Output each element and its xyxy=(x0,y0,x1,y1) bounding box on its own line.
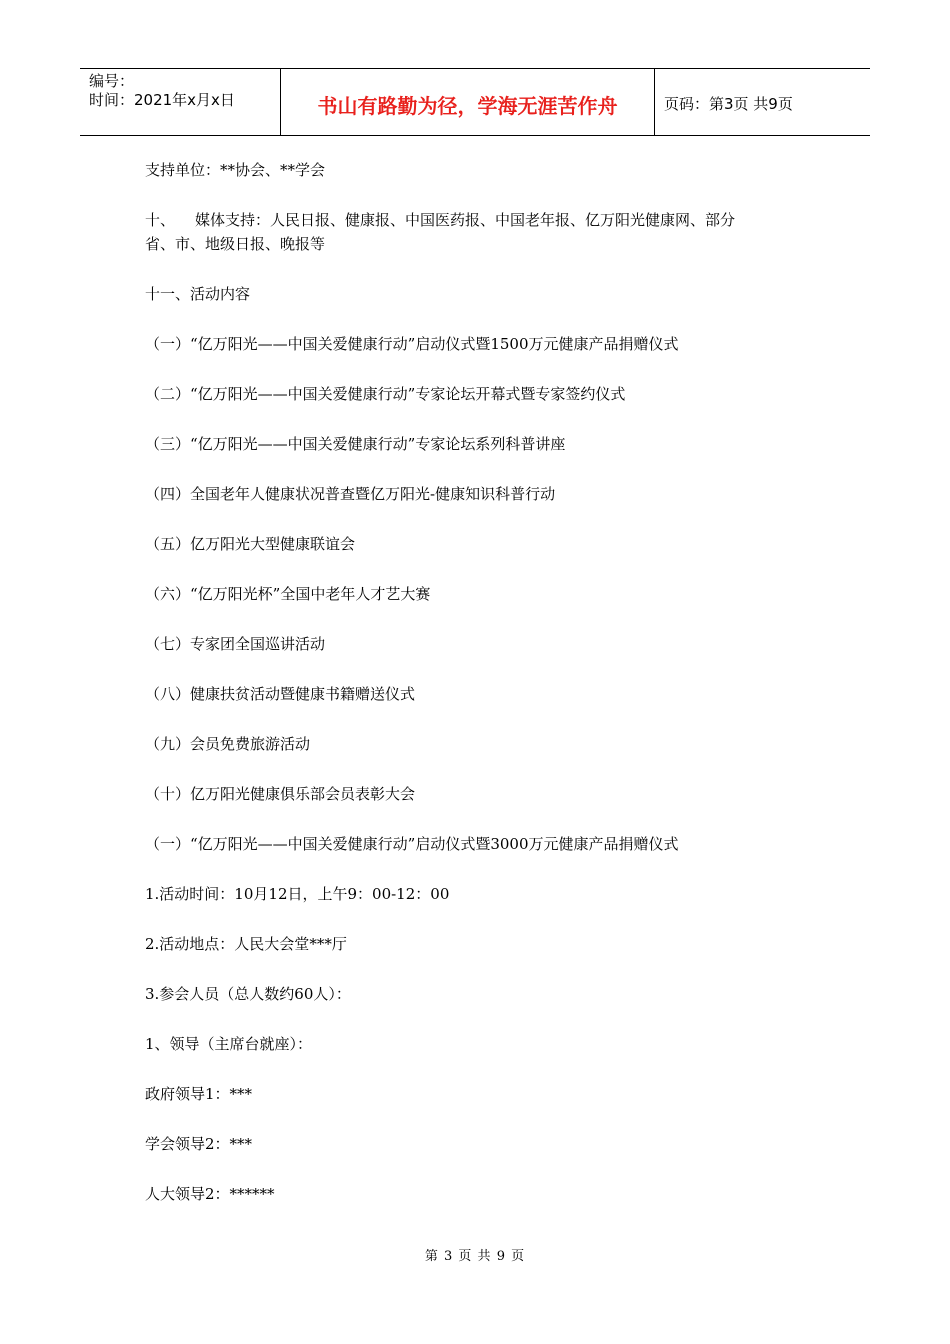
list-item: （六）“亿万阳光杯”全国中老年人才艺大赛 xyxy=(145,585,431,603)
header-page-label: 页码：第3页 共9页 xyxy=(664,94,793,113)
list-item: 政府领导1：*** xyxy=(145,1085,253,1103)
list-item: （五）亿万阳光大型健康联谊会 xyxy=(145,535,356,553)
list-item: （三）“亿万阳光——中国关爱健康行动”专家论坛系列科普讲座 xyxy=(145,435,566,453)
list-item: 3.参会人员（总人数约60人）： xyxy=(145,985,351,1003)
list-item: （七）专家团全国巡讲活动 xyxy=(145,635,326,653)
media-section-number: 十、 xyxy=(145,211,176,229)
list-item: （十）亿万阳光健康俱乐部会员表彰大会 xyxy=(145,785,416,803)
list-item: （四）全国老年人健康状况普查暨亿万阳光-健康知识科普行动 xyxy=(145,485,556,503)
date-label: 时间：2021年x月x日 xyxy=(89,91,235,109)
code-label: 编号： xyxy=(89,72,135,90)
list-item: （九）会员免费旅游活动 xyxy=(145,735,311,753)
list-item: （一）“亿万阳光——中国关爱健康行动”启动仪式暨1500万元健康产品捐赠仪式 xyxy=(145,335,679,353)
page-header xyxy=(80,68,870,136)
list-item: （一）“亿万阳光——中国关爱健康行动”启动仪式暨3000万元健康产品捐赠仪式 xyxy=(145,835,679,853)
list-item: 1、领导（主席台就座）： xyxy=(145,1035,313,1053)
page-footer: 第 3 页 共 9 页 xyxy=(424,1249,526,1264)
media-support xyxy=(145,208,815,232)
list-item: 2.活动地点：人民大会堂***厅 xyxy=(145,935,347,953)
list-item: 1.活动时间：10月12日，上午9：00-12：00 xyxy=(145,885,450,903)
document-body xyxy=(145,158,815,1206)
list-item: （二）“亿万阳光——中国关爱健康行动”专家论坛开幕式暨专家签约仪式 xyxy=(145,385,626,403)
list-item: 学会领导2：*** xyxy=(145,1135,253,1153)
support-units: 支持单位：**协会、**学会 xyxy=(145,161,326,179)
header-left-cell xyxy=(80,69,281,135)
list-item: （八）健康扶贫活动暨健康书籍赠送仪式 xyxy=(145,685,416,703)
list-item: 人大领导2：****** xyxy=(145,1185,275,1203)
header-motto: 书山有路勤为径，学海无涯苦作舟 xyxy=(281,69,655,135)
section-11-title: 十一、活动内容 xyxy=(145,285,251,303)
media-text-1: 媒体支持：人民日报、健康报、中国医药报、中国老年报、亿万阳光健康网、部分 xyxy=(195,211,736,229)
media-text-2: 省、市、地级日报、晚报等 xyxy=(145,235,326,253)
